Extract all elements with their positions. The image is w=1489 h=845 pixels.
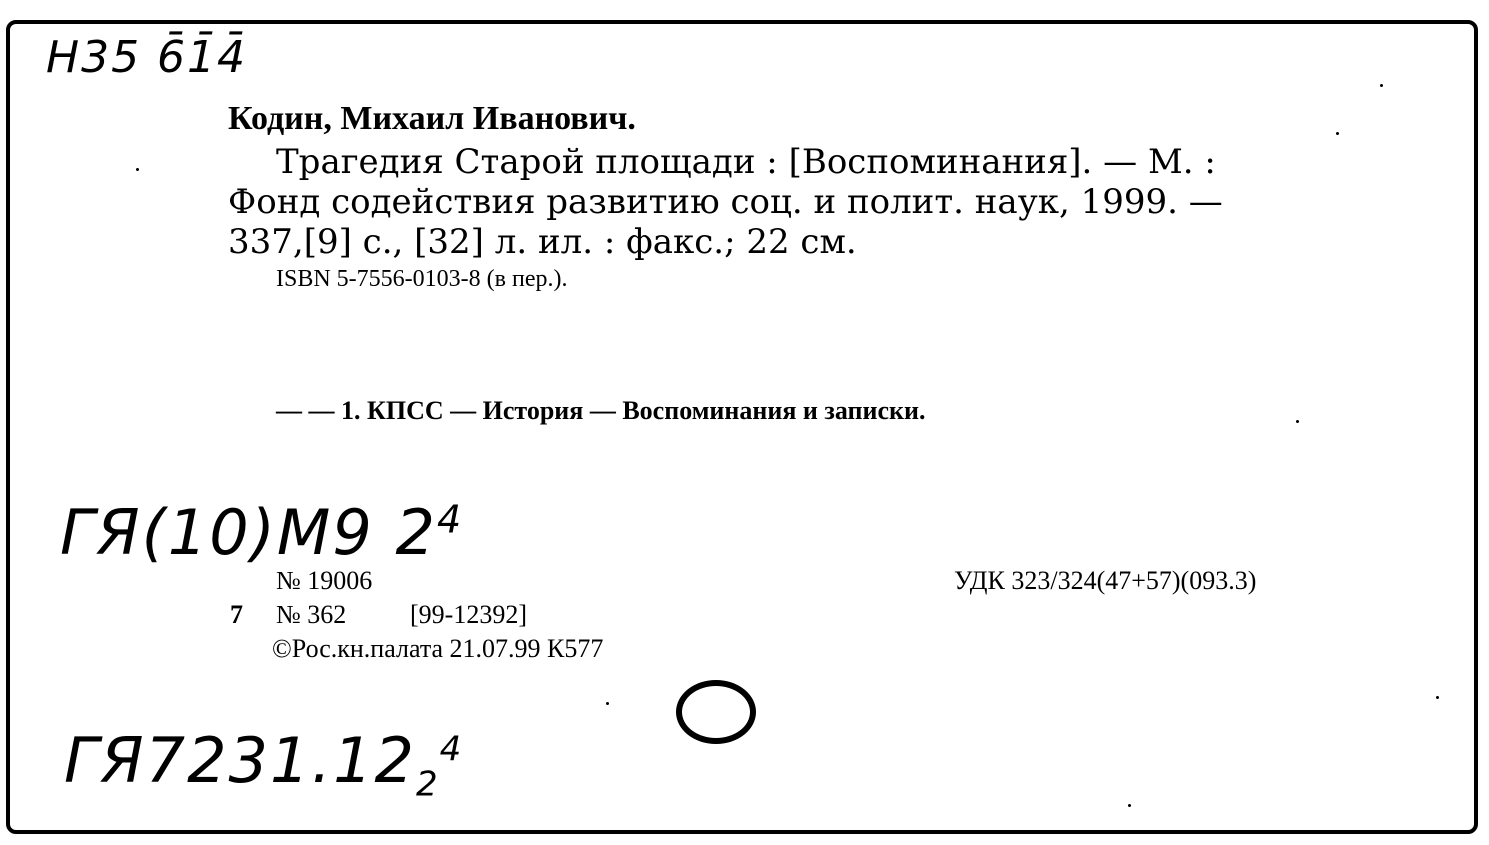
class-mark-superscript: 4 [436, 497, 464, 542]
handwritten-class-mark [60, 496, 463, 569]
scan-speck [136, 168, 139, 171]
handwritten-shelf-mark [64, 724, 463, 804]
record-number-1: № 19006 [276, 566, 373, 595]
class-mark-text: ГЯ(10)М9 2 [60, 496, 437, 569]
record-code: [99-12392] [410, 600, 527, 629]
shelf-mark-text: ГЯ7231.12 [64, 724, 417, 797]
udc-code: УДК 323/324(47+57)(093.3) [954, 566, 1257, 595]
scan-speck [1336, 132, 1339, 135]
scan-speck [606, 702, 609, 705]
drawn-circle-mark [676, 680, 756, 744]
scan-speck [1296, 420, 1299, 423]
copyright-line: ©Рос.кн.палата 21.07.99 К577 [272, 634, 604, 663]
title-line-2: Фонд содействия развитию соц. и полит. наук, 1999. — [228, 182, 1223, 222]
record-prefix: 7 [230, 600, 243, 629]
title-line-3: 337,[9] с., [32] л. ил. : факс.; 22 см. [228, 222, 857, 262]
subject-headings: — — 1. КПСС — История — Воспоминания и записки. [276, 396, 926, 425]
scan-speck [1380, 84, 1383, 87]
shelf-mark-subscript: 2 [416, 764, 440, 805]
shelf-mark-superscript: 4 [439, 729, 464, 770]
author-heading: Кодин, Михаил Иванович. [228, 100, 636, 137]
scan-speck [1128, 804, 1131, 807]
handwritten-call-number: Н35 6̄1̄4̄ [46, 32, 248, 83]
isbn-line: ISBN 5-7556-0103-8 (в пер.). [276, 266, 568, 292]
title-line-1: Трагедия Старой площади : [Воспоминания]. — М. : [276, 142, 1216, 182]
scan-speck [1436, 696, 1439, 699]
record-number-2: № 362 [276, 600, 347, 629]
